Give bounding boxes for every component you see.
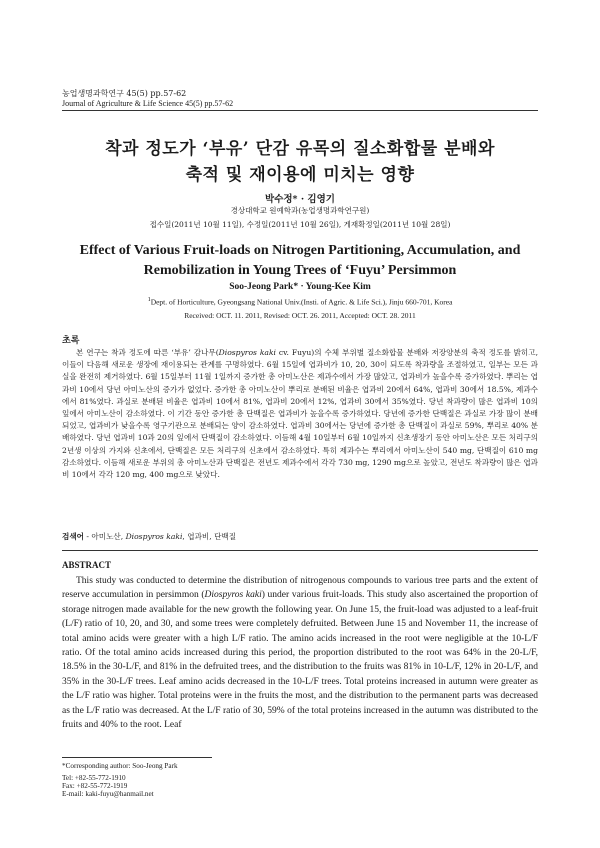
title-en [62,241,538,281]
keywords-species: Diospyros kaki [125,532,183,541]
journal-name-en: Journal of Agriculture & Life Science 45(5) pp.57-62 [62,99,234,108]
title-en-line1: Effect of Various Fruit-loads on Nitrogen Partitioning, Accumulation, and [79,243,521,258]
abstract-en-heading: ABSTRACT [62,560,112,570]
abstract-en-species: Diospyros kaki [204,590,262,601]
abstract-en-text-2: ) under various fruit-loads. This study also ascertained the proportion of storage nitrogen made available for the new growth the following year. On June 15, the fruit-load was adjusted to a leaf-fruit (L/F) ratio of 10, 20, and 30, and some trees were completely defruited. Between June 15 and November 11, the increase of total amino acids were greater with a high L/F ratio. The amino acids increased in the root were negligible at the 10-L/F ratio. Of the total amino acids increased during this period, the proportion distributed to the root was 64% in the 20-L/F, 18.5% in the 30-L/F, and 81% in the defruited trees, and the distribution to the fruits was 81% in 10-L/F, 12% in 20-L/F, and 35% in the 30-L/F trees. Leaf amino acids decreased in the 10-L/F trees. Total proteins increased in autumn were greater as the L/F ratio was higher. Total proteins were in the fruits the most, and the distribution to the permanent parts was decreased as the L/F ratio was decreased. At the L/F ratio of 30, 59% of the total proteins increased in the autumn was distributed to the fruits and 40% to the root. Leaf [62,590,538,731]
keywords-text-1: - 아미노산, [84,532,126,541]
abstract-ko-text-1: 본 연구는 착과 정도에 따른 ‘부유’ 감나무( [76,348,219,357]
abstract-en-text-1: This study was conducted to determine the distribution of nitrogenous compounds to various tree parts and the extent of reserve accumulation in persimmon ( [62,576,538,601]
footnote-email: E-mail: kaki-fuyu@hanmail.net [62,790,154,798]
title-ko [62,136,538,188]
abstract-ko-body [62,347,538,481]
keywords-text-2: , 엽과비, 단백질 [182,532,237,541]
header-rule [62,110,538,111]
affiliation-en [62,296,538,307]
title-ko-line1: 착과 정도가 ‘부유’ 단감 유목의 질소화합물 분배와 [105,139,495,159]
footnote-fax: Fax: +82-55-772-1919 [62,782,128,790]
affiliation-marker: 1 [147,296,151,303]
section-rule [62,550,538,551]
title-en-line2: Remobilization in Young Trees of ‘Fuyu’ Persimmon [143,263,457,278]
abstract-ko-species: Diospyros kaki [218,348,276,357]
affiliation-ko: 경상대학교 원예학과(농업생명과학연구원) [230,206,370,215]
footnote-tel: Tel: +82-55-772-1910 [62,774,126,782]
dates-en: Received: OCT. 11. 2011, Revised: OCT. 26. 2011, Accepted: OCT. 28. 2011 [184,311,416,320]
abstract-ko-heading: 초록 [62,336,80,346]
title-ko-line2: 축적 및 재이용에 미치는 영향 [185,165,415,185]
affiliation-en-text: Dept. of Horticulture, Gyeongsang National Univ.(Insti. of Agric. & Life Sci.), Jinju 660-701, Korea [150,297,453,307]
keywords-label: 검색어 [62,532,85,541]
authors-ko: 박수정* · 김영기 [265,194,335,205]
authors-en: Soo-Jeong Park* · Young-Kee Kim [229,282,371,292]
abstract-en-body [62,574,538,752]
abstract-ko-text-2: cv. Fuyu)의 수체 부위별 질소화합물 분배와 저장양분의 축적 정도를 밝히고, 이들이 다음해 새로운 생장에 재이용되는 관계를 구명하였다. 6월 15일에 엽과비가 10, 20, 30이 되도록 착과량을 조절하였고, 일부는 모든 과실을 완전히 제거하였다. 6월 15일부터 11월 1일까지 증가한 총 아미노산은 제과수에서 가장 많았고, 엽과비가 높을수록 증가하였다. 뿌리는 엽과비 10에서 당년 아미노산의 증가가 없었다. 증가한 총 아미노산이 뿌리로 분배된 비율은 엽과비 20에서 64%, 엽과비 30에서 18.5%, 제과수에서 81%였다. 과실로 분배된 비율은 엽과비 10에서 81%, 엽과비 20에서 12%, 엽과비 30에서 35%였다. 당년 착과량이 많은 엽과비 10의 잎에서 아미노산이 감소하였다. 이 기간 동안 증가한 총 단백질은 엽과비가 높을수록 증가하였다. 당년에 증가한 단백질은 과실로 가장 많이 분배되었고, 엽과비가 낮을수록 영구기관으로 분배되는 양이 감소하였다. 엽과비 30에서는 당년에 증가한 총 단백질이 과실로 59%, 뿌리로 40% 분배하였다. 당년 엽과비 10과 20의 잎에서 단백질이 감소하였다. 이듬해 4월 10일부터 6월 10일까지 신초생장기 동안 아미노산은 모든 처리구의 2년생 이상의 가지와 신초에서, 단백질은 모든 처리구의 신초에서 감소하였다. 특히 제과수는 뿌리에서 아미노산이 540 mg, 단백질이 610 mg 감소하였다. 이듬해 새로운 부위의 총 아미노산과 단백질은 전년도 제과수에서 각각 730 mg, 1290 mg으로 높았고, 전년도 착과량이 많은 엽과비 10에서 각각 120 mg, 400 mg으로 낮았다. [62,348,539,480]
dates-ko: 접수일(2011년 10월 11일), 수정일(2011년 10월 26일), 게재확정일(2011년 10월 28일) [149,220,451,229]
journal-name-ko: 농업생명과학연구 45(5) pp.57-62 [62,89,187,98]
keywords-ko [62,531,538,542]
footnote-rule [62,757,212,758]
footnote-corresponding: *Corresponding author: Soo-Jeong Park [62,762,178,770]
